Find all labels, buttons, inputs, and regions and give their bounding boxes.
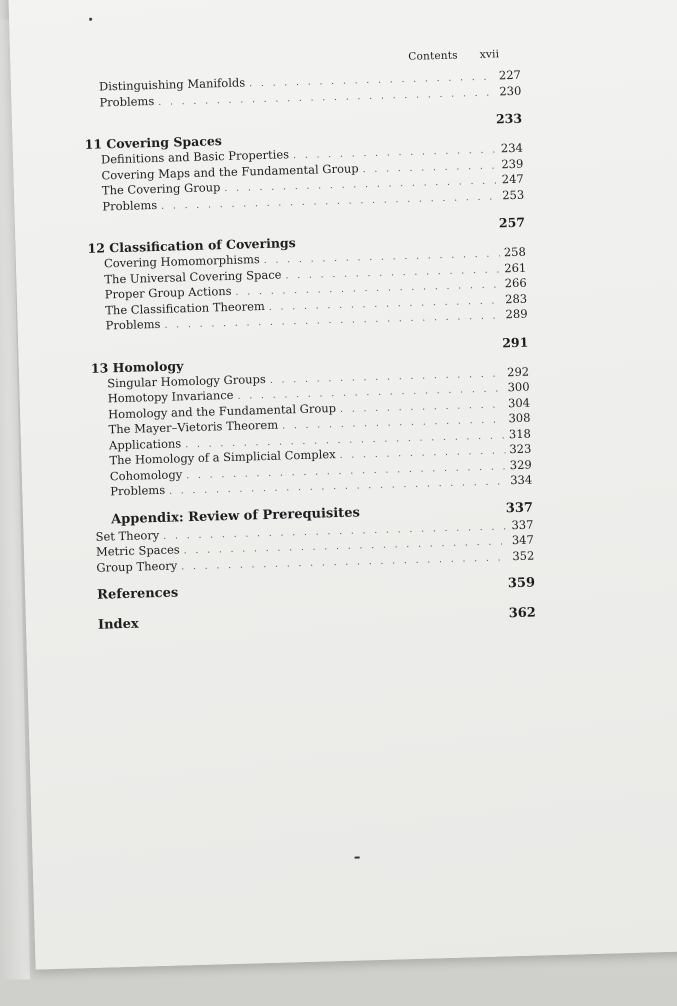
book-page [8,0,677,970]
running-header-page: xvii [479,48,500,61]
toc-entry-label: Homotopy Invariance [107,387,234,406]
appendix-page: 337 [505,500,534,516]
references-page: 359 [507,575,536,592]
ink-speck [89,18,92,21]
chapter-title: 11 Covering Spaces [84,133,223,152]
toc-entry-page: 253 [502,187,525,202]
toc-entry-label: The Homology of a Simplicial Complex [109,447,336,468]
toc-entry-page: 334 [510,472,533,488]
chapter-page: 233 [495,110,523,127]
ink-speck [355,857,360,859]
toc-entry-page: 308 [508,410,531,426]
toc-entry-label: Problems [102,197,158,213]
toc-entry-page: 289 [505,306,528,322]
toc-entry-label: The Covering Group [101,180,221,198]
index-page: 362 [508,605,537,622]
references-title: References [97,585,179,603]
chapter-page: 291 [502,334,529,350]
appendix-title: Appendix: Review of Prerequisites [110,504,361,527]
toc-entry-page: 323 [509,441,532,457]
toc-entry-page: 266 [504,275,527,291]
toc-entry-label: Homology and the Fundamental Group [107,400,337,421]
toc-entry-label: The Universal Covering Space [104,266,282,286]
toc-entry-label: Problems [99,93,155,109]
running-header [408,48,499,63]
running-header-title: Contents [408,49,458,63]
toc-entry-page: 239 [501,156,524,171]
toc-entry-label: Cohomology [109,466,183,483]
toc-entry-page: 258 [503,244,526,260]
toc-entry-page: 304 [507,395,531,410]
toc-entry-label: Set Theory [95,527,160,544]
toc-entry-label: Problems [110,482,166,499]
chapter-title: 12 Classification of Coverings [87,235,296,256]
toc-entry-page: 300 [507,379,530,395]
index-title: Index [97,616,139,633]
toc-entry-label: Singular Homology Groups [107,371,267,390]
table-of-contents [83,68,536,636]
toc-entry-page: 337 [511,517,534,532]
toc-entry-page: 234 [500,140,524,156]
toc-entry-label: Definitions and Basic Properties [100,147,290,167]
toc-entry-label: The Mayer–Vietoris Theorem [108,417,279,437]
toc-entry-page: 227 [498,67,522,83]
toc-entry-page: 247 [501,171,524,187]
chapter-page: 257 [498,214,526,231]
toc-entry-label: Distinguishing Manifolds [98,75,246,94]
toc-entry-label: Covering Maps and the Fundamental Group [101,160,359,182]
toc-entry-label: The Classification Theorem [105,298,266,317]
toc-entry-label: Proper Group Actions [104,283,232,302]
toc-entry-label: Covering Homomorphisms [103,252,260,271]
toc-entry-page: 347 [511,532,535,548]
chapter-title: 13 Homology [90,357,184,376]
toc-entry-page: 261 [504,260,527,275]
toc-entry-label: Group Theory [96,558,178,575]
toc-entry-page: 352 [512,548,535,563]
toc-entry-page: 230 [499,83,522,98]
toc-entry-label: Problems [105,316,161,333]
toc-entry-page: 318 [508,426,532,441]
toc-entry-page: 329 [509,457,532,472]
toc-entry-page: 292 [506,364,530,379]
toc-entry-label: Metric Spaces [95,542,180,559]
toc-entry-page: 283 [504,291,528,306]
toc-entry-label: Applications [108,435,182,452]
